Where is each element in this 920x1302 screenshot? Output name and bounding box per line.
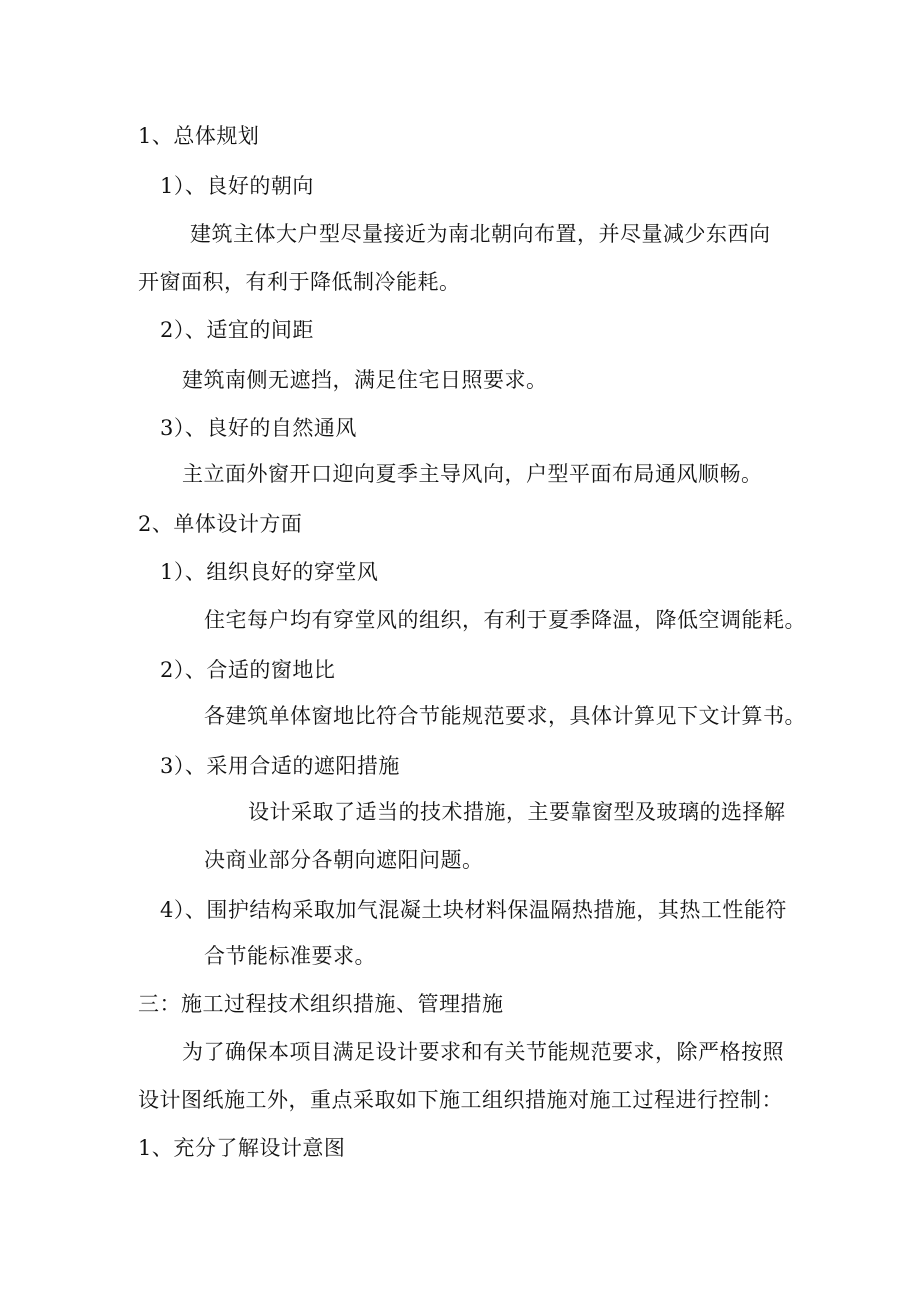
paragraph-line: 各建筑单体窗地比符合节能规范要求，具体计算见下文计算书。	[204, 704, 806, 728]
subheading-ventilation: 3）、良好的自然通风	[160, 416, 357, 440]
paragraph-line: 决商业部分各朝向遮阳问题。	[204, 848, 484, 872]
paragraph-line: 开窗面积，有利于降低制冷能耗。	[138, 270, 461, 294]
paragraph-line: 住宅每户均有穿堂风的组织，有利于夏季降温，降低空调能耗。	[204, 608, 806, 632]
heading-unit-design: 2、单体设计方面	[138, 512, 303, 536]
paragraph-line: 设计采取了适当的技术措施，主要靠窗型及玻璃的选择解	[248, 800, 786, 824]
subheading-cross-ventilation: 1）、组织良好的穿堂风	[160, 560, 379, 584]
subheading-spacing: 2）、适宜的间距	[160, 318, 314, 342]
paragraph-line: 主立面外窗开口迎向夏季主导风向，户型平面布局通风顺畅。	[182, 462, 763, 486]
heading-construction-measures: 三：施工过程技术组织措施、管理措施	[138, 992, 504, 1016]
paragraph-line: 建筑主体大户型尽量接近为南北朝向布置，并尽量减少东西向	[190, 222, 771, 246]
subheading-envelope: 4）、围护结构采取加气混凝土块材料保温隔热措施，其热工性能符	[160, 898, 787, 922]
paragraph-line: 设计图纸施工外，重点采取如下施工组织措施对施工过程进行控制：	[138, 1088, 783, 1112]
paragraph-line: 建筑南侧无遮挡，满足住宅日照要求。	[182, 368, 548, 392]
heading-design-intent: 1、充分了解设计意图	[138, 1136, 346, 1160]
subheading-window-floor-ratio: 2）、合适的窗地比	[160, 658, 336, 682]
paragraph-line: 合节能标准要求。	[204, 944, 376, 968]
heading-overall-planning: 1、总体规划	[138, 124, 260, 148]
subheading-orientation: 1）、良好的朝向	[160, 174, 314, 198]
subheading-shading: 3）、采用合适的遮阳措施	[160, 754, 400, 778]
paragraph-line: 为了确保本项目满足设计要求和有关节能规范要求，除严格按照	[182, 1040, 784, 1064]
